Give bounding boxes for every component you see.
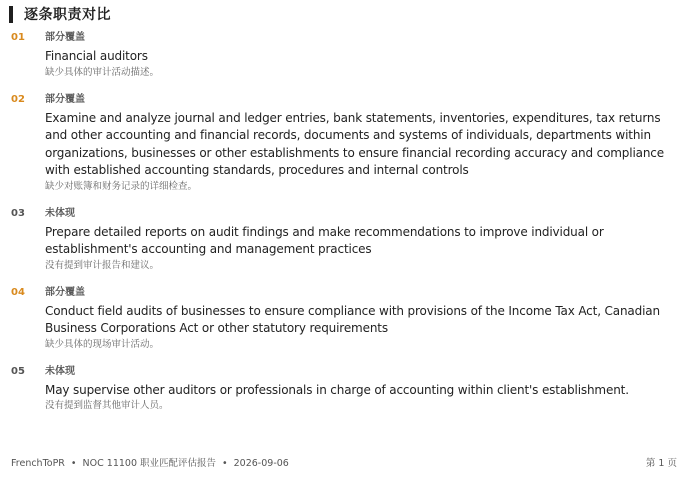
coverage-status: 部分覆盖 xyxy=(45,32,85,43)
gap-note: 缺少对账簿和财务记录的详细检查。 xyxy=(45,180,198,192)
gap-note: 没有提到监督其他审计人员。 xyxy=(45,400,169,411)
section-heading xyxy=(9,4,111,24)
footer-brand: FrenchToPR xyxy=(11,458,65,469)
coverage-status: 部分覆盖 xyxy=(45,286,85,298)
duty-item xyxy=(0,207,699,273)
duty-item xyxy=(0,286,699,352)
gap-note: 缺少具体的现场审计活动。 xyxy=(45,338,160,350)
gap-note: 没有提到审计报告和建议。 xyxy=(45,259,160,271)
duty-description: May supervise other auditors or professionals in charge of accounting within client's establishment. xyxy=(45,382,629,397)
duty-description: Examine and analyze journal and ledger entries, bank statements, inventories, expenditures, tax returns and other accounting and financial records, documents and systems of individuals, departments within organizations, businesses or other establishments to ensure financial recording accuracy and compliance with established accounting standards, procedures and internal controls xyxy=(45,110,664,177)
page-footer xyxy=(11,455,677,469)
footer-separator: • xyxy=(222,458,228,469)
duty-item xyxy=(0,93,699,194)
duty-description: Financial auditors xyxy=(45,49,148,63)
heading-accent-bar xyxy=(9,6,13,23)
duty-number: 05 xyxy=(11,365,25,377)
duty-number: 01 xyxy=(11,32,25,43)
footer-report-title: NOC 11100 职业匹配评估报告 xyxy=(82,458,217,469)
duty-description: Prepare detailed reports on audit findings and make recommendations to improve individual or establishment's accounting and management practices xyxy=(45,224,604,256)
coverage-status: 未体现 xyxy=(45,207,75,219)
footer-info xyxy=(11,455,289,469)
duty-item xyxy=(0,365,699,414)
duty-description: Conduct field audits of businesses to ensure compliance with provisions of the Income Tax Act, Canadian Business Corporations Act or other statutory requirements xyxy=(45,303,660,335)
section-title: 逐条职责对比 xyxy=(24,7,111,23)
duty-comparison-list xyxy=(0,31,699,426)
coverage-status: 未体现 xyxy=(45,365,75,377)
duty-item xyxy=(0,31,699,80)
page-number: 第 1 页 xyxy=(645,458,677,469)
footer-date: 2026-09-06 xyxy=(233,458,289,469)
footer-separator: • xyxy=(70,458,77,469)
duty-number: 02 xyxy=(11,93,25,105)
gap-note: 缺少具体的审计活动描述。 xyxy=(45,66,160,78)
coverage-status: 部分覆盖 xyxy=(45,93,85,105)
duty-number: 03 xyxy=(11,207,25,219)
duty-number: 04 xyxy=(11,286,25,298)
